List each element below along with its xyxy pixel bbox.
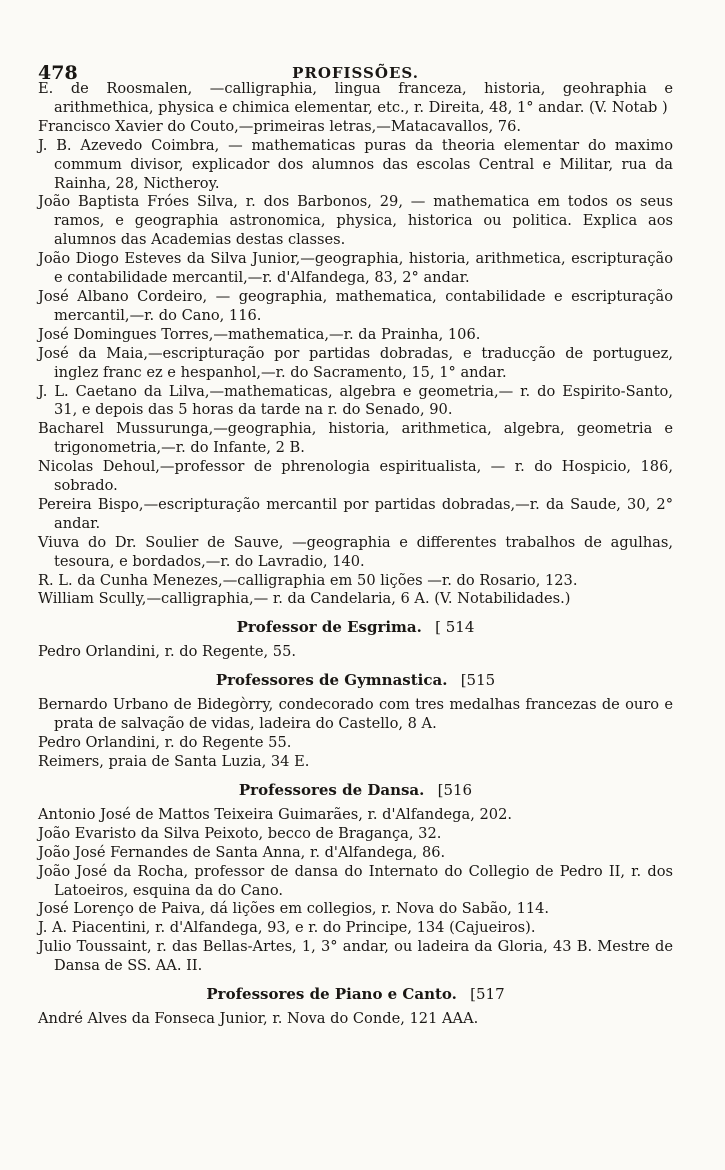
directory-entry: J. B. Azevedo Coimbra, — mathematicas puras da theoria elementar do maximo commum divisor, explicador dos alumnos das escolas Central e Militar, rua da Rainha, 28, Nictheroy. [38, 136, 673, 192]
directory-entry: João José da Rocha, professor de dansa do Internato do Collegio de Pedro II, r. dos Latoeiros, esquina da do Cano. [38, 862, 673, 899]
directory-entry: J. L. Caetano da Lilva,—mathematicas, algebra e geometria,— r. do Espirito-Santo, 31, e depois das 5 horas da tarde na r. do Senado, 90. [38, 382, 673, 419]
section-title: Professores de Gymnastica. [215, 671, 448, 690]
directory-entry: Bacharel Mussurunga,—geographia, historia, arithmetica, algebra, geometria e trigonometria,—r. do Infante, 2 B. [38, 420, 673, 457]
section-ref: [517 [470, 985, 505, 1004]
directory-entry: Pedro Orlandini, r. do Regente 55. [38, 734, 292, 752]
directory-content [38, 80, 673, 1029]
directory-entry: João José Fernandes de Santa Anna, r. d'Alfandega, 86. [38, 843, 446, 861]
section-heading-esgrima [38, 617, 673, 637]
directory-entry: Francisco Xavier do Couto,—primeiras letras,—Matacavallos, 76. [38, 117, 522, 135]
directory-entry: R. L. da Cunha Menezes,—calligraphia em 50 lições —r. do Rosario, 123. [38, 571, 578, 589]
directory-entry: André Alves da Fonseca Junior, r. Nova do Conde, 121 AAA. [38, 1010, 479, 1028]
directory-entry: José Albano Cordeiro, — geographia, mathematica, contabilidade e escripturação mercantil,—r. do Cano, 116. [38, 287, 673, 324]
section-title: Professor de Esgrima. [236, 618, 422, 637]
directory-entry: Antonio José de Mattos Teixeira Guimarães, r. d'Alfandega, 202. [38, 805, 512, 823]
section-ref: [515 [460, 671, 496, 690]
section-title: Professores de Dansa. [238, 780, 425, 799]
page-header [38, 40, 673, 84]
section-ref: [ 514 [435, 618, 475, 637]
directory-entry: Viuva do Dr. Soulier de Sauve, —geographia e differentes trabalhos de agulhas, tesoura, e bordados,—r. do Lavradio, 140. [38, 533, 673, 570]
directory-entry: Pedro Orlandini, r. do Regente, 55. [38, 643, 297, 661]
directory-entry: Nicolas Dehoul,—professor de phrenologia espiritualista, — r. do Hospicio, 186, sobrado. [38, 458, 673, 495]
directory-entry: William Scully,—calligraphia,— r. da Candelaria, 6 A. (V. Notabilidades.) [38, 590, 571, 608]
directory-entry: João Evaristo da Silva Peixoto, becco de Bragança, 32. [38, 824, 442, 842]
section-ref: [516 [437, 780, 473, 799]
directory-entry: E. de Roosmalen, —calligraphia, lingua franceza, historia, geohraphia e arithmethica, physica e chimica elementar, etc., r. Direita, 48, 1° andar. (V. Notab ) [38, 80, 673, 116]
directory-entry: José Domingues Torres,—mathematica,—r. da Prainha, 106. [38, 325, 481, 343]
directory-entry: José Lorenço de Paiva, dá lições em collegios, r. Nova do Sabão, 114. [38, 900, 550, 918]
section-heading-gymnastica [38, 670, 673, 690]
directory-entry: João Baptista Fróes Silva, r. dos Barbonos, 29, — mathematica em todos os seus ramos, e geographia astronomica, physica, historica ou politica. Explica aos alumnos das Academias destas classes. [38, 193, 673, 249]
section-title: Professores de Piano e Canto. [206, 985, 457, 1004]
directory-entry: João Diogo Esteves da Silva Junior,—geographia, historia, arithmetica, escripturação e contabilidade mercantil,—r. d'Alfandega, 83, 2° andar. [38, 250, 673, 287]
page-number: 478 [38, 62, 78, 84]
directory-entry: Bernardo Urbano de Bidegòrry, condecorado com tres medalhas francezas de ouro e prata de salvação de vidas, ladeira do Castello, 8 A. [38, 696, 673, 733]
directory-entry: J. A. Piacentini, r. d'Alfandega, 93, e r. do Principe, 134 (Cajueiros). [38, 919, 536, 937]
directory-entry: José da Maia,—escripturação por partidas dobradas, e traducção de portuguez, inglez franc ez e hespanhol,—r. do Sacramento, 15, 1° andar. [38, 344, 673, 381]
section-heading-piano-canto [38, 984, 673, 1004]
directory-entry: Reimers, praia de Santa Luzia, 34 E. [38, 753, 310, 770]
running-title: PROFISSÕES. [292, 64, 419, 82]
directory-entry: Pereira Bispo,—escripturação mercantil por partidas dobradas,—r. da Saude, 30, 2° andar. [38, 495, 673, 532]
directory-page [38, 40, 673, 1029]
section-heading-dansa [38, 780, 673, 800]
directory-entry: Julio Toussaint, r. das Bellas-Artes, 1, 3° andar, ou ladeira da Gloria, 43 B. Mestre de Dansa de SS. AA. II. [38, 938, 673, 975]
